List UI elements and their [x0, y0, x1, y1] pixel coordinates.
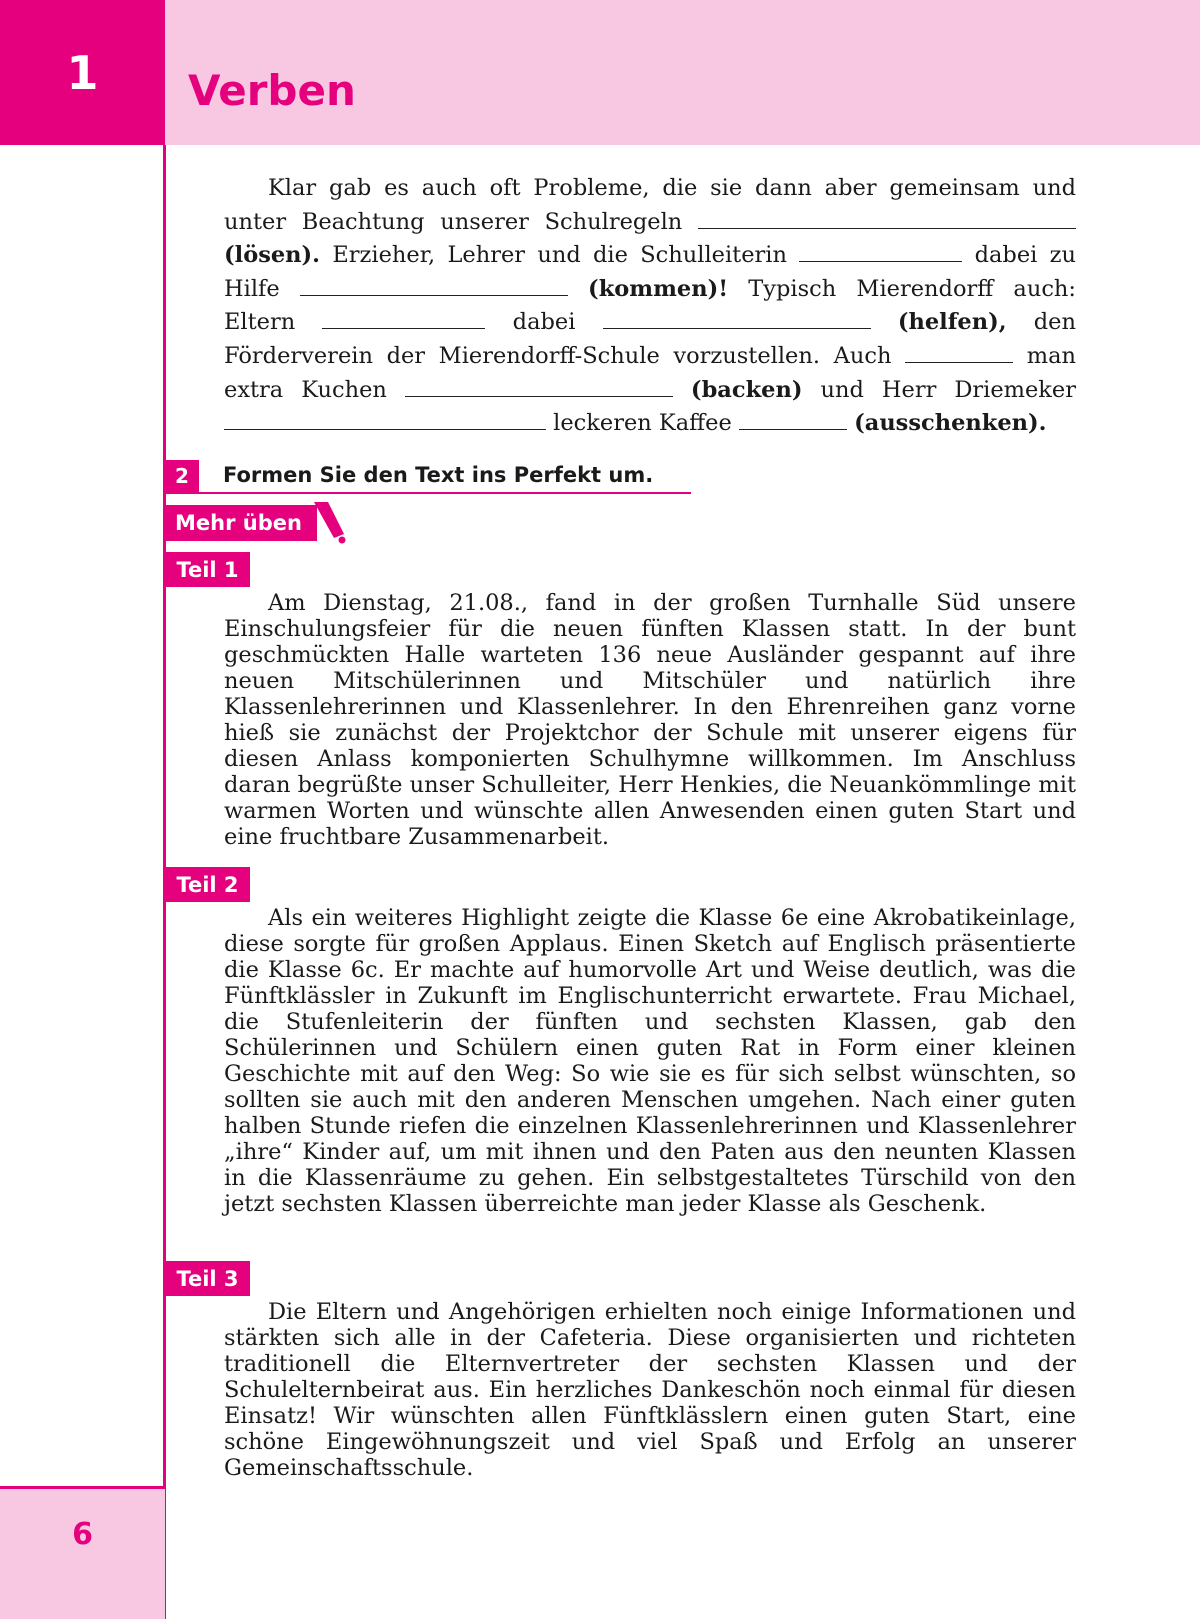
teil-3-label: Teil 3 — [165, 1261, 250, 1296]
answer-blank[interactable] — [698, 210, 1076, 229]
text-segment: dabei zu Hilfe — [224, 242, 1076, 302]
answer-blank[interactable] — [603, 310, 871, 329]
text-segment: Klar gab es auch oft Probleme, die sie dann aber gemeinsam und unter Beachtung unserer Schulregeln — [224, 175, 1076, 235]
answer-blank[interactable] — [300, 277, 568, 296]
text-segment: den Förderverein der Mierendorff-Schule vorzustellen. Auch — [224, 309, 1076, 369]
verb-hint: (lösen). — [224, 242, 321, 269]
verb-hint: (helfen), — [897, 309, 1007, 336]
answer-blank[interactable] — [224, 411, 546, 430]
verb-hint: (backen) — [690, 376, 803, 403]
text-segment: Erzieher, Lehrer und die Schulleiterin — [332, 242, 787, 269]
answer-blank[interactable] — [739, 411, 847, 430]
teil-2-text: Als ein weiteres Highlight zeigte die Klasse 6e eine Akrobatikeinlage, diese sorgte für großen Applaus. Einen Sketch auf Englisch präsentierte die Klasse 6c. Er machte auf humorvolle Art und Weise deutlich, was die Fünftklässler in Zukunft im Englischunterricht erwartete. Frau Michael, die Stufenleiterin der fünften und sechsten Klassen, gab den Schülerinnen und Schülern einen guten Rat in Form einer kleinen Geschichte mit auf den Weg: So wie sie es für sich selbst wünschten, so sollten sie auch mit den anderen Menschen umgehen. Nach einer guten halben Stunde riefen die einzelnen Klassenlehrerinnen und Klassenlehrer „ihre“ Kinder auf, um mit ihnen und den Paten aus den neunten Klassen in die Klassenräume zu gehen. Ein selbstgestaltetes Türschild von den jetzt sechsten Klassen überreichte man jeder Klasse als Geschenk. — [224, 905, 1076, 1217]
page-number: 6 — [0, 1486, 165, 1619]
chapter-title: Verben — [188, 66, 356, 115]
answer-blank[interactable] — [799, 243, 962, 262]
task-instruction: Formen Sie den Text ins Perfekt um. — [223, 463, 654, 487]
verb-hint: (kommen)! — [588, 275, 729, 302]
task-number: 2 — [165, 460, 199, 492]
text-segment: Typisch Mierendorff auch: Eltern — [224, 275, 1076, 336]
text-segment: und Herr Driemeker — [820, 376, 1076, 403]
teil-3-text: Die Eltern und Angehörigen erhielten noch einige Informationen und stärkten sich alle in der Cafeteria. Diese organisierten und richteten traditionell die Elternvertreter der sechsten Klassen und der Schulelternbeirat aus. Ein herzliches Dankeschön noch einmal für diesen Einsatz! Wir wünschten allen Fünftklässlern einen guten Start, eine schöne Eingewöhnungszeit und viel Spaß und Erfolg an unserer Gemeinschaftsschule. — [224, 1299, 1076, 1481]
text-segment: man extra Kuchen — [224, 342, 1077, 403]
teil-1-text: Am Dienstag, 21.08., fand in der großen Turnhalle Süd unsere Einschulungsfeier für die neuen fünften Klassen statt. In der bunt geschmückten Halle warteten 136 neue Ausländer gespannt auf ihre neuen Mitschülerinnen und Mitschüler und natürlich ihre Klassenlehrerinnen und Klassenlehrer. In den Ehrenreihen ganz vorne hieß sie zunächst der Projektchor der Schule mit unserer eigens für diesen Anlass komponierten Schulhymne willkommen. Im Anschluss daran begrüßte unser Schulleiter, Herr Henkies, die Neuankömmlinge mit warmen Worten und wünschte allen Anwesenden einen guten Start und eine fruchtbare Zusammenarbeit. — [224, 590, 1076, 850]
gap-fill-paragraph — [224, 172, 1076, 441]
teil-2-label: Teil 2 — [165, 867, 250, 902]
answer-blank[interactable] — [322, 310, 485, 329]
task-heading — [165, 460, 691, 494]
mehr-ueben-label: Mehr üben — [165, 505, 317, 541]
verb-hint: (ausschenken). — [854, 410, 1047, 437]
answer-blank[interactable] — [905, 344, 1013, 363]
chapter-number: 1 — [0, 0, 165, 145]
exclamation-icon — [310, 500, 350, 544]
teil-1-label: Teil 1 — [165, 552, 250, 587]
text-segment: dabei — [512, 309, 576, 336]
gap-fill-text — [224, 172, 1076, 441]
text-segment: leckeren Kaffee — [553, 410, 732, 437]
answer-blank[interactable] — [405, 378, 673, 397]
